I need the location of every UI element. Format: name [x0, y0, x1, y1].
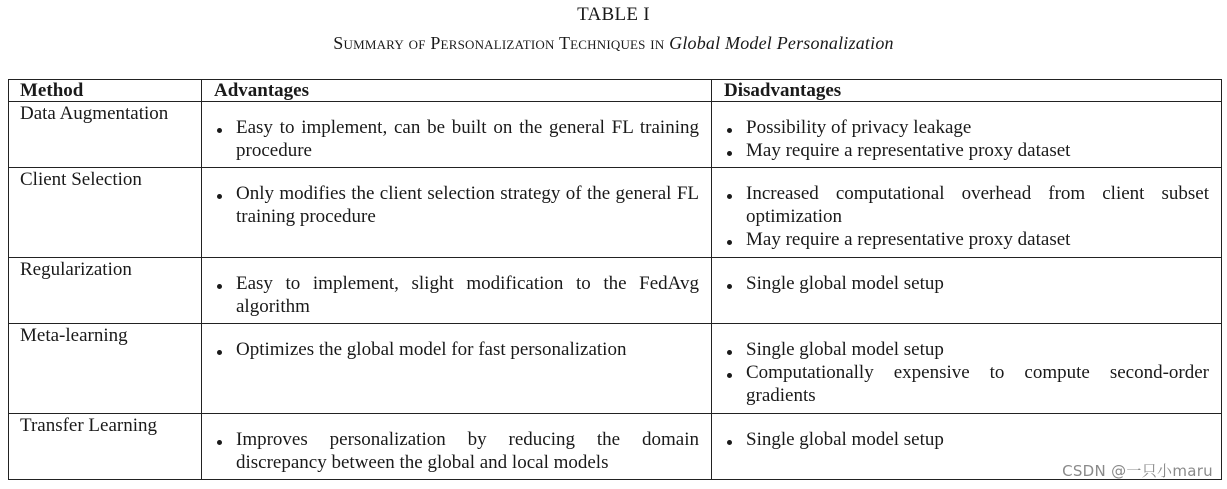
method-cell: Transfer Learning — [9, 414, 202, 480]
disadvantage-item: Increased computational overhead from client subset optimization — [724, 182, 1209, 228]
method-cell: Meta-learning — [9, 324, 202, 414]
table-title-prefix: Summary of Personalization Techniques in — [333, 33, 670, 53]
table-row — [9, 414, 1222, 480]
header-method: Method — [9, 80, 202, 102]
header-advantages: Advantages — [202, 80, 712, 102]
table-row — [9, 102, 1222, 168]
table-title-italic: Global Model Personalization — [669, 33, 894, 53]
method-cell: Data Augmentation — [9, 102, 202, 168]
disadvantage-item: May require a representative proxy dataset — [724, 228, 1209, 251]
advantages-cell — [202, 414, 712, 480]
advantage-item: Easy to implement, slight modification to the FedAvg algorithm — [214, 272, 699, 318]
advantage-item: Improves personalization by reducing the domain discrepancy between the global and local models — [214, 428, 699, 474]
table-label: TABLE I — [577, 4, 650, 25]
advantage-item: Easy to implement, can be built on the general FL training procedure — [214, 116, 699, 162]
disadvantages-cell — [712, 324, 1222, 414]
advantage-item: Optimizes the global model for fast personalization — [214, 338, 699, 361]
disadvantage-item: Single global model setup — [724, 338, 1209, 361]
table-row — [9, 258, 1222, 324]
disadvantage-item: Single global model setup — [724, 272, 1209, 295]
disadvantages-cell — [712, 168, 1222, 258]
advantage-item: Only modifies the client selection strategy of the general FL training procedure — [214, 182, 699, 228]
table-row — [9, 324, 1222, 414]
watermark: CSDN @一只小maru — [1062, 462, 1213, 480]
advantages-cell — [202, 324, 712, 414]
disadvantages-cell — [712, 258, 1222, 324]
header-row — [9, 80, 1222, 102]
table-row — [9, 168, 1222, 258]
method-cell: Client Selection — [9, 168, 202, 258]
summary-table — [8, 79, 1222, 480]
disadvantage-item: May require a representative proxy dataset — [724, 139, 1209, 162]
table-title — [0, 33, 1227, 54]
advantages-cell — [202, 102, 712, 168]
disadvantage-item: Single global model setup — [724, 428, 1209, 451]
header-disadvantages: Disadvantages — [712, 80, 1222, 102]
advantages-cell — [202, 168, 712, 258]
method-cell: Regularization — [9, 258, 202, 324]
advantages-cell — [202, 258, 712, 324]
disadvantage-item: Computationally expensive to compute second-order gradients — [724, 361, 1209, 407]
disadvantage-item: Possibility of privacy leakage — [724, 116, 1209, 139]
disadvantages-cell — [712, 102, 1222, 168]
